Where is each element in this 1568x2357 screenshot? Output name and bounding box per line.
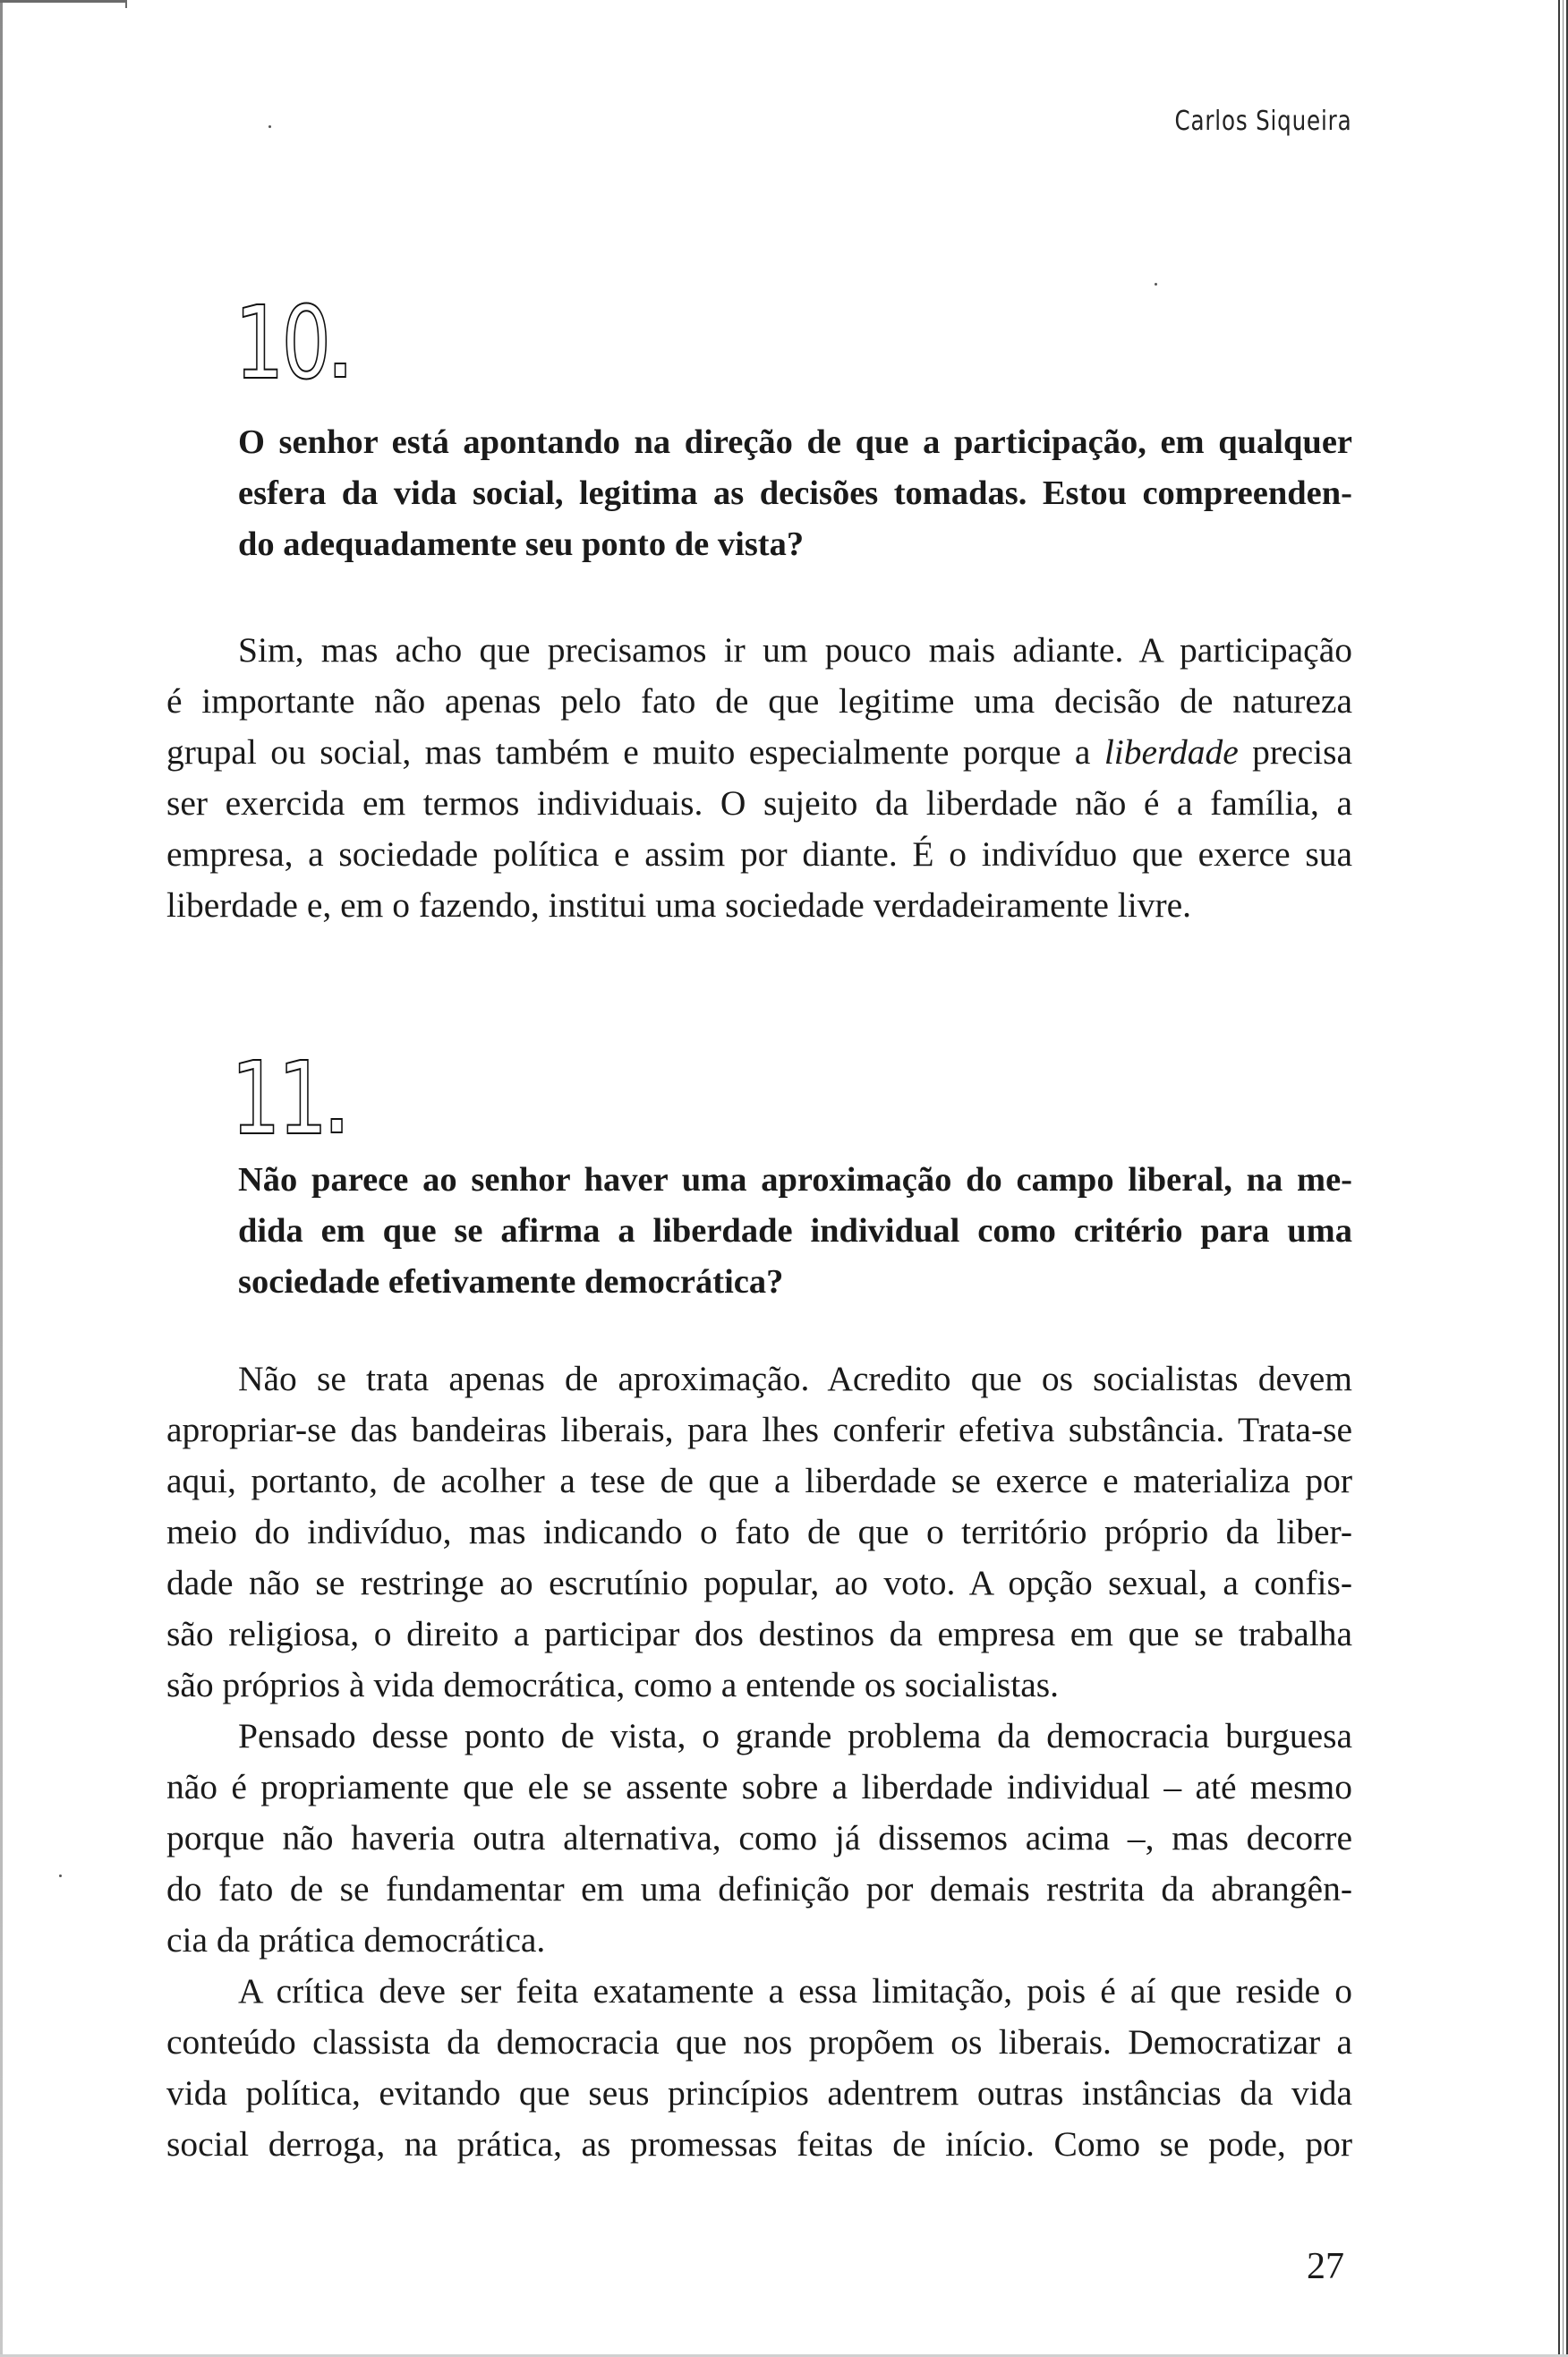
- answer-line: empresa, a sociedade política e assim por diante. É o indivíduo que exerce sua: [166, 834, 1352, 874]
- question-line: esfera da vida social, legitima as decisões tomadas. Estou compreenden-: [238, 474, 1352, 512]
- question-10: [238, 417, 1352, 570]
- scan-speck: [1155, 283, 1157, 286]
- question-line: dida em que se afirma a liberdade individual como critério para uma: [238, 1212, 1352, 1250]
- answer-line: são próprios à vida democrática, como a entende os socialistas.: [166, 1665, 1060, 1704]
- answer-line: Não se trata apenas de aproximação. Acredito que os socialistas devem: [238, 1359, 1352, 1398]
- answer-line: porque não haveria outra alternativa, como já dissemos acima –, mas decorre: [166, 1818, 1352, 1857]
- answer-line: do fato de se fundamentar em uma definição por demais restrita da abrangên-: [166, 1869, 1352, 1909]
- scan-edge-top: [0, 0, 127, 8]
- answer-line: cia da prática democrática.: [166, 1920, 546, 1960]
- question-number-text: 10: [234, 286, 328, 402]
- question-number-text: 11: [231, 1041, 325, 1157]
- answer-10: [166, 625, 1352, 931]
- answer-line: A crítica deve ser feita exatamente a essa limitação, pois é aí que reside o: [238, 1971, 1352, 2011]
- question-line: Não parece ao senhor haver uma aproximação do campo liberal, na me-: [238, 1161, 1352, 1199]
- answer-line: não é propriamente que ele se assente sobre a liberdade individual – até mesmo: [166, 1767, 1352, 1806]
- answer-line: ser exercida em termos individuais. O sujeito da liberdade não é a família, a: [166, 783, 1352, 823]
- answer-line: Sim, mas acho que precisamos ir um pouco mais adiante. A participação: [238, 630, 1352, 670]
- answer-line: vida política, evitando que seus princípios adentrem outras instâncias da vida: [166, 2073, 1352, 2113]
- answer-line: conteúdo classista da democracia que nos propõem os liberais. Democratizar a: [166, 2022, 1352, 2062]
- answer-line: social derroga, na prática, as promessas feitas de início. Como se pode, por: [166, 2124, 1352, 2164]
- number-square-mark: [334, 363, 345, 378]
- answer-line: apropriar-se das bandeiras liberais, para lhes conferir efetiva substância. Trata-se: [166, 1410, 1352, 1449]
- question-line: O senhor está apontando na direção de que a participação, em qualquer: [238, 423, 1352, 461]
- question-number-11: [231, 1041, 342, 1157]
- answer-text: precisa: [1238, 732, 1352, 772]
- question-line: do adequadamente seu ponto de vista?: [238, 525, 805, 563]
- emphasis-text: liberdade: [1104, 732, 1239, 772]
- answer-line: dade não se restringe ao escrutínio popular, ao voto. A opção sexual, a confis-: [166, 1563, 1352, 1602]
- scan-speck: [59, 1874, 62, 1877]
- question-line: sociedade efetivamente democrática?: [238, 1263, 784, 1301]
- answer-line: é importante não apenas pelo fato de que legitime uma decisão de natureza: [166, 681, 1352, 721]
- answer-line: Pensado desse ponto de vista, o grande problema da democracia burguesa: [238, 1716, 1352, 1755]
- scan-edge-right: [1555, 0, 1568, 2357]
- answer-line-mixed: [166, 727, 1352, 778]
- scan-edge-left: [0, 0, 3, 2357]
- number-square-mark: [330, 1118, 342, 1133]
- page-number: 27: [1307, 2246, 1344, 2287]
- answer-11: [166, 1354, 1352, 2170]
- scan-speck: [268, 125, 271, 128]
- question-11: [238, 1155, 1352, 1308]
- answer-line: são religiosa, o direito a participar dos destinos da empresa em que se trabalha: [166, 1614, 1352, 1653]
- question-number-10: [234, 286, 345, 402]
- answer-text: grupal ou social, mas também e muito especialmente porque a: [166, 732, 1104, 772]
- answer-line: meio do indivíduo, mas indicando o fato de que o território próprio da liber-: [166, 1512, 1352, 1551]
- answer-line: liberdade e, em o fazendo, institui uma sociedade verdadeiramente livre.: [166, 885, 1192, 925]
- running-head: Carlos Siqueira: [1173, 106, 1351, 137]
- answer-line: aqui, portanto, de acolher a tese de que a liberdade se exerce e materializa por: [166, 1461, 1352, 1500]
